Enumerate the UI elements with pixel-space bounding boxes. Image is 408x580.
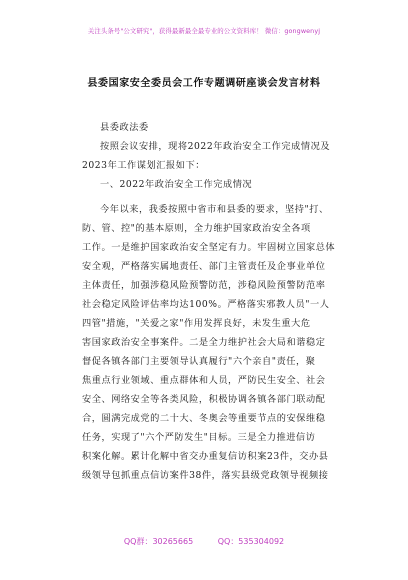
body-line: 2023年工作谋划汇报如下： [82,160,205,171]
body-line: 积案化解。累计化解中省交办重复信访积案23件，交办县 [82,451,329,462]
body-line: 害国家政治安全事案件。二是全力维护社会大局和谐稳定 [82,337,326,348]
document-body [82,118,350,485]
body-line: 安全、网络安全等各类风险，积极协调各镇各部门联动配 [82,394,326,405]
body-line: 今年以来，我委按照中省市和县委的要求，坚持"打、 [100,204,329,215]
body-line: 合，圆满完成党的二十大、冬奥会等重要节点的安保维稳 [82,413,326,424]
body-line: 四管"措施，"关爱之家"作用发挥良好，未发生重大危 [82,318,311,329]
body-line: 级领导包抓重点信访案件38件，落实县级党政领导视频接 [82,470,329,481]
contact-footer [0,536,408,547]
body-line: 工作。一是维护国家政治安全坚定有力。牢固树立国家总体 [82,242,336,253]
document-title: 县委国家安全委员会工作专题调研座谈会发言材料 [87,78,321,89]
author-line: 县委政法委 [100,122,149,133]
section-heading: 一、2022年政治安全工作完成情况 [100,179,253,190]
qq-number-text: QQ：535304092 [217,537,285,546]
body-line: 社会稳定风险评估率均达100%。严格落实邪教人员"一人 [82,299,330,310]
body-line: 安全观，严格落实属地责任、部门主管责任及企事业单位 [82,261,326,272]
body-line: 任务，实现了"六个严防发生"目标。三是全力推进信访 [82,432,316,443]
body-line: 按照会议安排，现将2022年政治安全工作完成情况及 [100,141,331,152]
body-line: 防、管、控"的基本原则，全力维护国家政治安全各项 [82,223,311,234]
body-line: 督促各镇各部门主要领导认真履行"六个亲自"责任，聚 [82,356,316,367]
body-line: 焦重点行业领域、重点群体和人员，严防民生安全、社会 [82,375,326,386]
qq-group-text: QQ群：30265665 [123,537,194,546]
body-line: 主体责任，加强涉稳风险预警防范，涉稳风险预警防范率 [82,280,326,291]
promo-banner: 关注头条号"公文研究"，获得最新最全最专业的公文资料库！ 微信：gongwenyj [87,27,321,35]
